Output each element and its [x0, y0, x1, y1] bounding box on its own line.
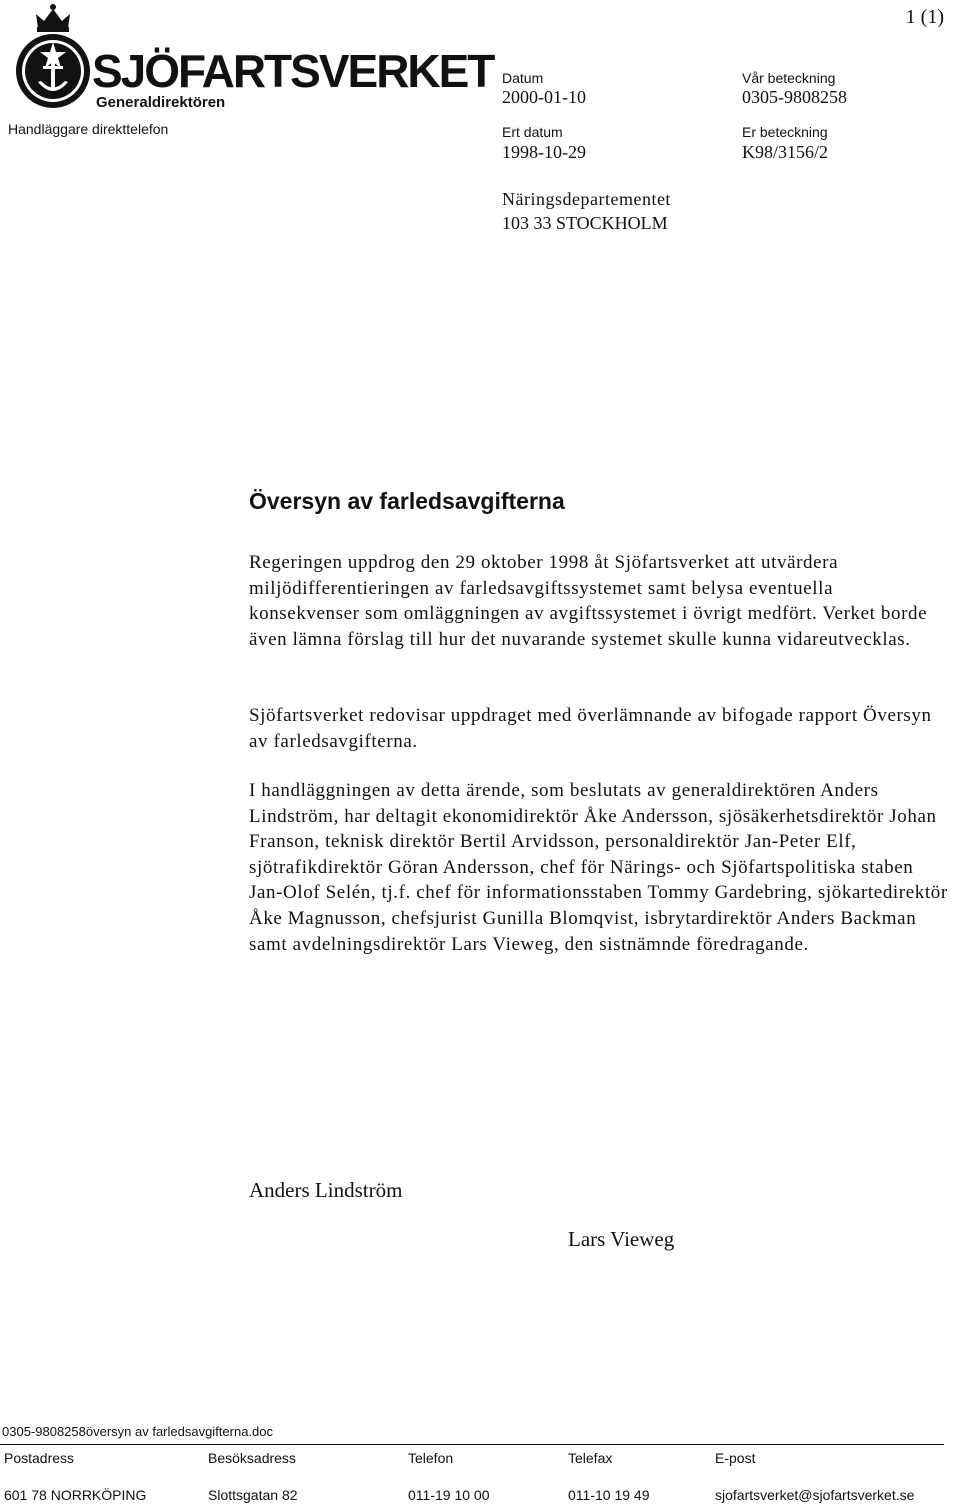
footer-postadress-label: Postadress	[4, 1450, 75, 1466]
body-paragraph-3: I handläggningen av detta ärende, som beslutats av generaldirektören Anders Lindström, har deltagit ekonomidirektör Åke Andersson, sjösäkerhetsdirektör Johan Franson, teknisk direktör Bertil Arvidsson, personaldirektör Jan-Peter Elf, sjötrafikdirektör Göran Andersson, chef för Närings- och Sjöfartspolitiska staben Jan-Olof Selén, tj.f. chef för informationsstaben Tommy Gardebring, sjökartedirektör Åke Magnusson, chefsjurist Gunilla Blomqvist, isbrytardirektör Anders Backman samt avdelningsdirektör Lars Vieweg, den sistnämnde föredragande.	[249, 780, 948, 955]
var-beteckning-label: Vår beteckning	[742, 70, 836, 86]
logo-subtitle: Generaldirektören	[96, 94, 226, 111]
document-reference: 0305-9808258översyn av farledsavgifterna.doc	[2, 1424, 274, 1439]
body-paragraph-1: Regeringen uppdrog den 29 oktober 1998 åt Sjöfartsverket att utvärdera miljödifferentieringen av farledsavgiftssystemet samt belysa eventuella konsekvenser som omläggningen av avgiftssystemet i övrigt medfört. Verket borde även lämna förslag till hur det nuvarande systemet skulle kunna vidareutvecklas.	[249, 552, 928, 650]
recipient-line-1: Näringsdepartementet	[502, 189, 671, 209]
footer-divider	[0, 1444, 944, 1445]
signature-lars-vieweg: Lars Vieweg	[568, 1227, 675, 1251]
er-beteckning-value: K98/3156/2	[742, 142, 829, 162]
handlaggare-label: Handläggare direkttelefon	[8, 121, 169, 137]
document-title: Översyn av farledsavgifterna	[249, 488, 565, 514]
logo	[12, 2, 494, 112]
footer-telefax-label: Telefax	[568, 1450, 613, 1466]
crown-anchor-emblem-icon	[12, 2, 94, 112]
datum-value: 2000-01-10	[502, 87, 586, 107]
er-beteckning-label: Er beteckning	[742, 124, 828, 140]
page-number: 1 (1)	[905, 6, 944, 28]
footer-postadress-value: 601 78 NORRKÖPING	[4, 1487, 147, 1503]
logo-wordmark: SJÖFARTSVERKET	[92, 45, 494, 97]
footer-telefon-value: 011-19 10 00	[408, 1487, 490, 1503]
body-paragraph-2: Sjöfartsverket redovisar uppdraget med överlämnande av bifogade rapport Översyn av farledsavgifterna.	[249, 705, 932, 752]
signature-anders-lindstrom: Anders Lindström	[249, 1178, 403, 1202]
ert-datum-label: Ert datum	[502, 124, 563, 140]
footer-telefax-value: 011-10 19 49	[568, 1487, 650, 1503]
footer-besoksadress-label: Besöksadress	[208, 1450, 296, 1466]
ert-datum-value: 1998-10-29	[502, 142, 586, 162]
footer-epost-label: E-post	[715, 1450, 756, 1466]
var-beteckning-value: 0305-9808258	[742, 87, 847, 107]
footer-besoksadress-value: Slottsgatan 82	[208, 1487, 298, 1503]
footer-telefon-label: Telefon	[408, 1450, 454, 1466]
footer-epost-value: sjofartsverket@sjofartsverket.se	[715, 1487, 915, 1503]
recipient-line-2: 103 33 STOCKHOLM	[502, 213, 668, 233]
datum-label: Datum	[502, 70, 544, 86]
